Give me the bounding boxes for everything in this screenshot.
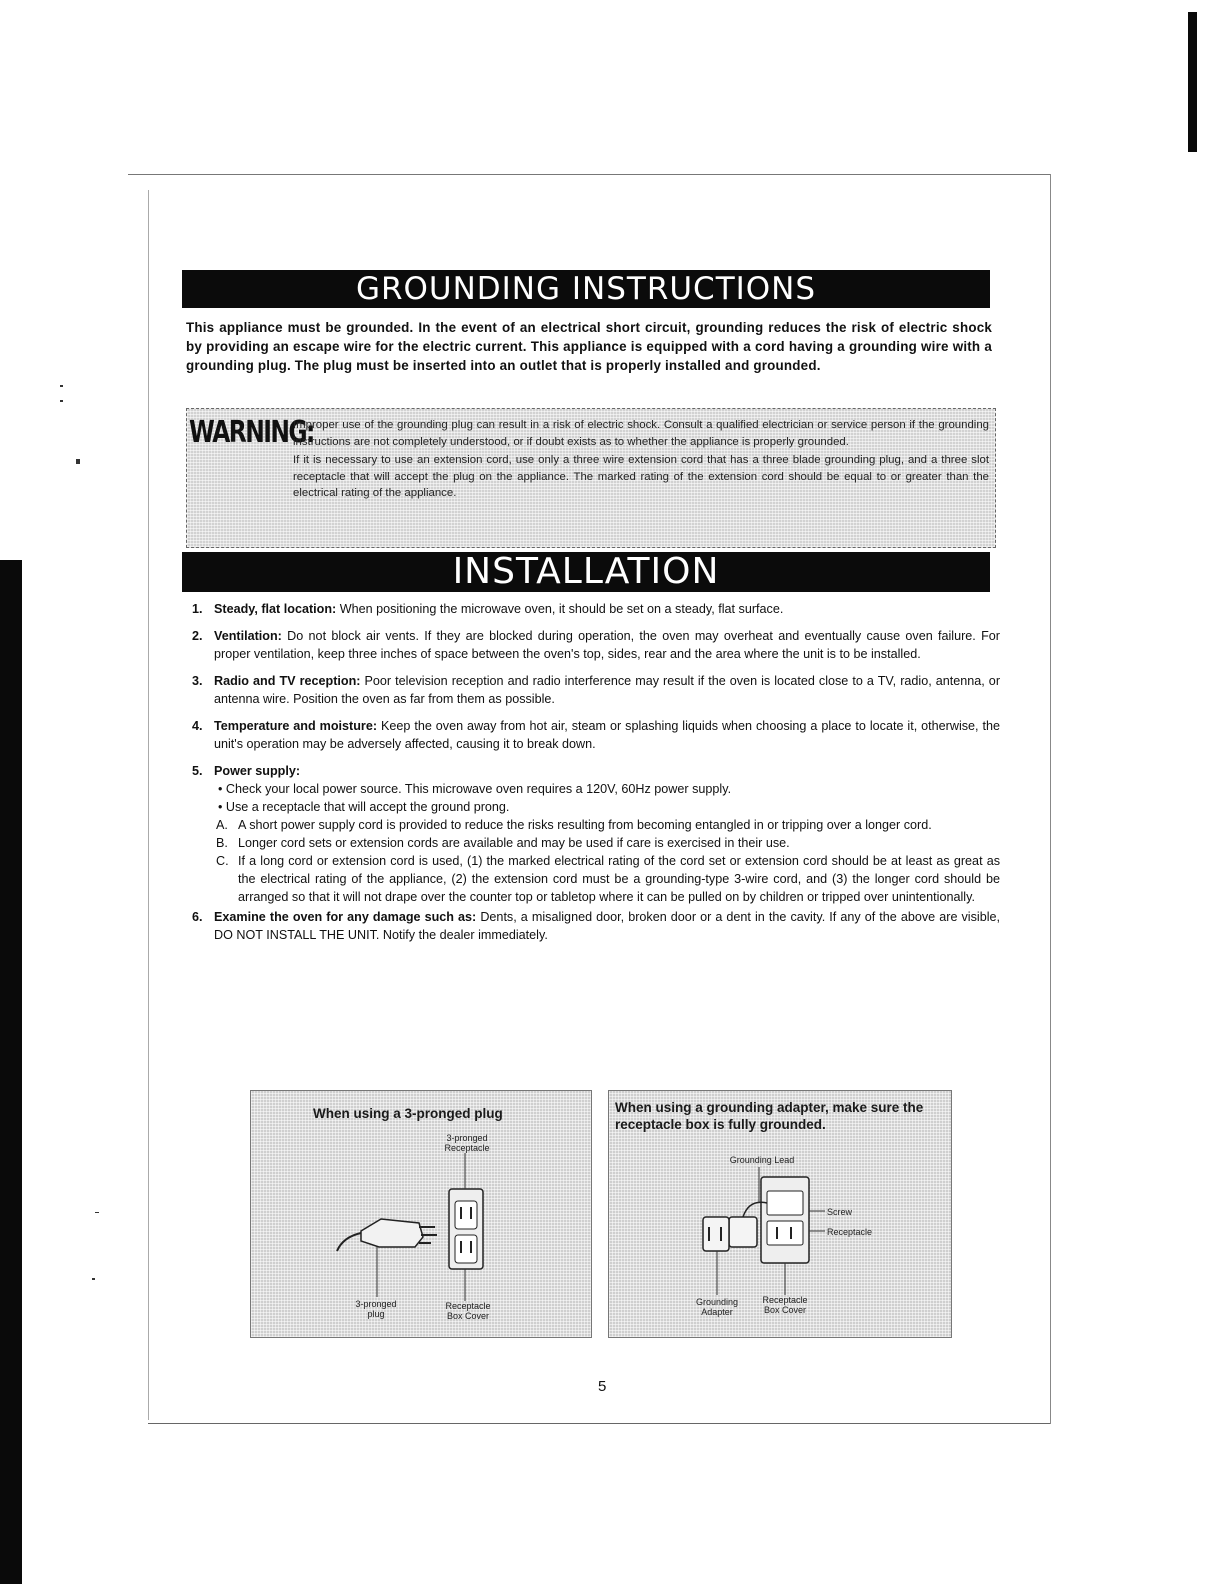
scan-edge-left (0, 560, 22, 1584)
item-text: Dents, a misaligned door, broken door or a dent in the cavity. If any of the above are visible, DO NOT INSTALL THE UNIT. Notify the dealer immediately. (214, 910, 1001, 942)
item-title: Examine the oven for any damage such as: (214, 910, 477, 924)
list-item (192, 717, 1000, 753)
list-item (192, 600, 1000, 618)
list-item (192, 627, 1000, 663)
item-title: Ventilation: (214, 629, 282, 643)
scan-edge-right (1188, 12, 1197, 152)
list-item (192, 908, 1000, 944)
installation-list (192, 600, 1000, 953)
frame-right (1050, 174, 1051, 1424)
scan-speck (95, 1212, 99, 1213)
grounding-heading: GROUNDING INSTRUCTIONS (182, 270, 990, 308)
diagram-title: When using a grounding adapter, make sure the receptacle box is fully grounded. (615, 1100, 924, 1132)
power-subitem (214, 816, 1000, 834)
item-text: When positioning the microwave oven, it should be set on a steady, flat surface. (336, 602, 784, 616)
item-title: Power supply: (214, 764, 301, 778)
subitem-letter: A. (216, 818, 228, 832)
item-number: 5. (192, 764, 203, 778)
item-title: Temperature and moisture: (214, 719, 378, 733)
frame-left (148, 190, 149, 1420)
list-item (192, 762, 1000, 906)
label-plug: 3-pronged plug (355, 1299, 397, 1319)
frame-top (128, 174, 1050, 175)
item-text: Do not block air vents. If they are blocked during operation, the oven may overheat and eventually cause oven failure. For proper ventilation, keep three inches of space between the oven's top, sides, rear and the area where the unit is to be installed. (214, 629, 1000, 661)
item-number: 3. (192, 674, 203, 688)
label-screw: Screw (827, 1207, 853, 1217)
frame-bottom (148, 1423, 1050, 1424)
subitem-letter: C. (216, 854, 229, 868)
item-number: 4. (192, 719, 203, 733)
label-box-cover: Receptacle Box Cover (445, 1301, 491, 1321)
item-text: Keep the oven away from hot air, steam or splashing liquids when choosing a place to locate it, otherwise, the unit's operation may be adversely affected, causing it to break down. (214, 719, 1000, 751)
label-grounding-lead: Grounding Lead (729, 1155, 795, 1165)
scan-speck (60, 385, 63, 387)
power-bullet: • Use a receptacle that will accept the ground prong. (218, 800, 510, 814)
label-box-cover: Receptacle Box Cover (762, 1295, 808, 1315)
list-item (192, 672, 1000, 708)
subitem-text: If a long cord or extension cord is used, (1) the marked electrical rating of the cord set or extension cord should be at least as great as the electrical rating of the appliance, (2) the extension cord must be a grounding-type 3-wire cord, and (3) the longer cord should be arranged so that it will not drape over the counter top or tabletop where it can be pulled on by children or tripped over unintentionally. (238, 854, 1000, 904)
warning-box (186, 408, 996, 548)
page-number: 5 (598, 1378, 607, 1395)
item-number: 1. (192, 602, 203, 616)
warning-label: WARNING: (189, 415, 314, 450)
label-receptacle: Receptacle (827, 1227, 873, 1237)
diagram-title: When using a 3-pronged plug (313, 1106, 503, 1121)
diagram-grounding-adapter (608, 1090, 952, 1338)
subitem-letter: B. (216, 836, 228, 850)
installation-heading: INSTALLATION (182, 552, 990, 592)
item-text: Poor television reception and radio interference may result if the oven is located close to a TV, radio, antenna, or antenna wire. Position the oven as far from them as possible. (214, 674, 1001, 706)
item-number: 6. (192, 910, 203, 924)
warning-text (293, 417, 989, 502)
scan-speck (76, 459, 80, 464)
scan-speck (92, 1278, 95, 1280)
item-number: 2. (192, 629, 203, 643)
label-receptacle: 3-pronged Receptacle (444, 1133, 490, 1153)
grounding-intro: This appliance must be grounded. In the event of an electrical short circuit, grounding reduces the risk of electric shock by providing an escape wire for the electric current. This appliance is equipped with a cord having a grounding wire with a grounding plug. The plug must be inserted into an outlet that is properly installed and grounded. (186, 320, 992, 373)
label-grounding-adapter: Grounding Adapter (695, 1297, 739, 1317)
power-subitem (214, 834, 1000, 852)
warning-paragraph: Improper use of the grounding plug can result in a risk of electric shock. Consult a qualified electrician or service person if the grounding instructions are not completely understood, or if doubt exists as to whether the appliance is properly grounded. (293, 419, 989, 448)
subitem-text: A short power supply cord is provided to reduce the risks resulting from becoming entangled in or tripping over a longer cord. (238, 818, 932, 832)
item-title: Radio and TV reception: (214, 674, 361, 688)
warning-paragraph: If it is necessary to use an extension cord, use only a three wire extension cord that has a three blade grounding plug, and a three slot receptacle that will accept the plug on the appliance. The marked rating of the extension cord should be equal to or greater than the electrical rating of the appliance. (293, 454, 989, 499)
power-bullet: • Check your local power source. This microwave oven requires a 120V, 60Hz power supply. (218, 782, 732, 796)
plug-illustration (251, 1091, 591, 1337)
subitem-text: Longer cord sets or extension cords are available and may be used if care is exercised in their use. (238, 836, 790, 850)
item-title: Steady, flat location: (214, 602, 337, 616)
scan-speck (60, 400, 63, 402)
power-subitem (214, 852, 1000, 906)
diagram-3-pronged-plug (250, 1090, 592, 1338)
